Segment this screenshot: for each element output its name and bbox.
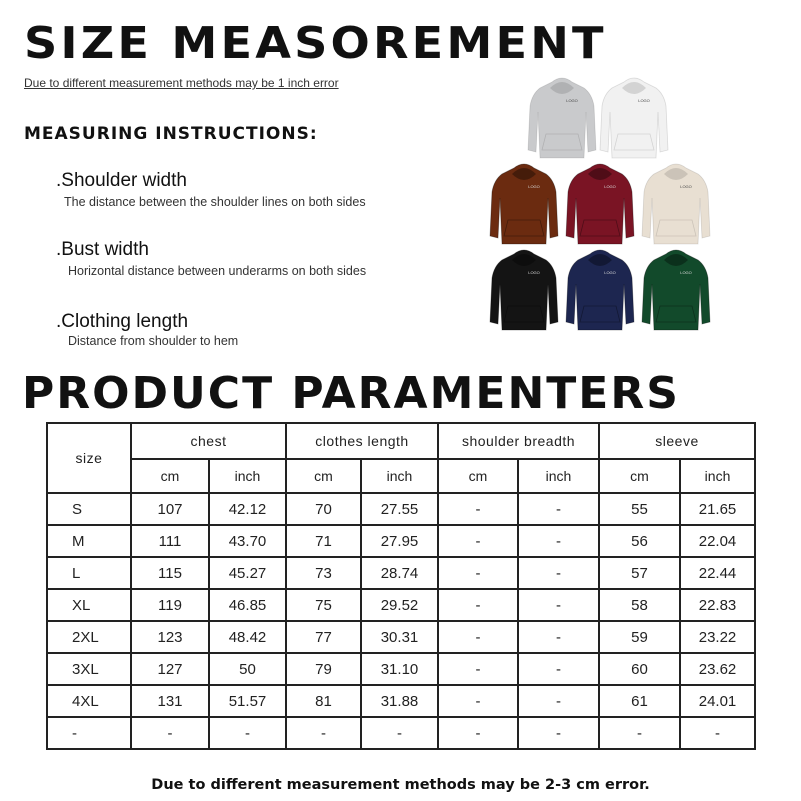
- hoodie-burgundy-image: [564, 158, 636, 246]
- chest-cm-cell: -: [131, 717, 209, 749]
- length-cm-cell: 70: [286, 493, 361, 525]
- length-cm-cell: 71: [286, 525, 361, 557]
- shoulder-inch-cell: -: [518, 493, 599, 525]
- sleeve-cm-cell: 60: [599, 653, 680, 685]
- shoulder-cm-cell: -: [438, 589, 518, 621]
- shoulder-cm-cell: -: [438, 525, 518, 557]
- sleeve-inch-cell: 22.83: [680, 589, 755, 621]
- unit-inch-header: inch: [209, 459, 286, 493]
- hoodie-navy-image: [564, 244, 636, 332]
- chest-cm-cell: 131: [131, 685, 209, 717]
- chest-inch-cell: 42.12: [209, 493, 286, 525]
- shoulder-cm-cell: -: [438, 717, 518, 749]
- shoulder-cm-cell: -: [438, 557, 518, 589]
- product-parameters-heading: PRODUCT PARAMENTERS: [22, 368, 680, 419]
- clothing-length-desc: Distance from shoulder to hem: [68, 334, 239, 348]
- table-row: [47, 621, 755, 653]
- unit-cm-header: cm: [599, 459, 680, 493]
- clothing-length-label: .Clothing length: [56, 311, 189, 332]
- chest-cm-cell: 111: [131, 525, 209, 557]
- table-row: [47, 717, 755, 749]
- shoulder-inch-cell: -: [518, 685, 599, 717]
- clothes-length-header: clothes length: [286, 423, 438, 459]
- unit-cm-header: cm: [438, 459, 518, 493]
- hoodie-white-image: [598, 72, 670, 160]
- unit-inch-header: inch: [680, 459, 755, 493]
- table-row: [47, 653, 755, 685]
- chest-inch-cell: 45.27: [209, 557, 286, 589]
- length-cm-cell: 81: [286, 685, 361, 717]
- chest-inch-cell: 50: [209, 653, 286, 685]
- svg-text:LOGO: LOGO: [528, 270, 540, 275]
- hoodie-black-image: [488, 244, 560, 332]
- table-row: [47, 493, 755, 525]
- length-inch-cell: 27.95: [361, 525, 438, 557]
- shoulder-inch-cell: -: [518, 525, 599, 557]
- table-row: [47, 525, 755, 557]
- hoodie-brown-image: [488, 158, 560, 246]
- svg-text:LOGO: LOGO: [680, 270, 692, 275]
- measurement-error-note: Due to different measurement methods may be 1 inch error: [24, 76, 339, 90]
- instructions-heading: MEASURING INSTRUCTIONS:: [24, 124, 318, 144]
- chest-cm-cell: 123: [131, 621, 209, 653]
- sleeve-inch-cell: -: [680, 717, 755, 749]
- chest-inch-cell: 48.42: [209, 621, 286, 653]
- svg-text:LOGO: LOGO: [566, 98, 578, 103]
- shoulder-cm-cell: -: [438, 685, 518, 717]
- length-inch-cell: 31.10: [361, 653, 438, 685]
- chest-cm-cell: 115: [131, 557, 209, 589]
- shoulder-cm-cell: -: [438, 653, 518, 685]
- hoodie-light-gray-image: [526, 72, 598, 160]
- size-cell: 4XL: [47, 685, 131, 717]
- sleeve-cm-cell: -: [599, 717, 680, 749]
- size-cell: -: [47, 717, 131, 749]
- svg-text:LOGO: LOGO: [528, 184, 540, 189]
- shoulder-inch-cell: -: [518, 589, 599, 621]
- length-inch-cell: 30.31: [361, 621, 438, 653]
- hoodie-dark-green-image: [640, 244, 712, 332]
- shoulder-width-desc: The distance between the shoulder lines on both sides: [64, 195, 366, 209]
- shoulder-cm-cell: -: [438, 621, 518, 653]
- length-inch-cell: 27.55: [361, 493, 438, 525]
- chest-cm-cell: 107: [131, 493, 209, 525]
- length-inch-cell: -: [361, 717, 438, 749]
- shoulder-inch-cell: -: [518, 653, 599, 685]
- sleeve-header: sleeve: [599, 423, 755, 459]
- size-header: size: [47, 423, 131, 493]
- unit-inch-header: inch: [361, 459, 438, 493]
- shoulder-cm-cell: -: [438, 493, 518, 525]
- sleeve-inch-cell: 24.01: [680, 685, 755, 717]
- svg-text:LOGO: LOGO: [638, 98, 650, 103]
- unit-cm-header: cm: [131, 459, 209, 493]
- table-row: [47, 557, 755, 589]
- hoodie-color-gallery: [486, 72, 722, 334]
- sleeve-inch-cell: 21.65: [680, 493, 755, 525]
- size-cell: S: [47, 493, 131, 525]
- chest-inch-cell: 43.70: [209, 525, 286, 557]
- length-cm-cell: 77: [286, 621, 361, 653]
- size-cell: XL: [47, 589, 131, 621]
- size-cell: 3XL: [47, 653, 131, 685]
- sleeve-cm-cell: 57: [599, 557, 680, 589]
- size-chart-body: [47, 493, 755, 749]
- bust-width-label: .Bust width: [56, 239, 149, 260]
- size-cell: L: [47, 557, 131, 589]
- chest-inch-cell: -: [209, 717, 286, 749]
- sleeve-cm-cell: 61: [599, 685, 680, 717]
- table-row: [47, 589, 755, 621]
- size-cell: 2XL: [47, 621, 131, 653]
- sleeve-cm-cell: 59: [599, 621, 680, 653]
- svg-text:LOGO: LOGO: [680, 184, 692, 189]
- footer-error-note: Due to different measurement methods may be 2-3 cm error.: [151, 777, 650, 793]
- svg-text:LOGO: LOGO: [604, 270, 616, 275]
- length-inch-cell: 29.52: [361, 589, 438, 621]
- shoulder-inch-cell: -: [518, 717, 599, 749]
- sleeve-inch-cell: 23.62: [680, 653, 755, 685]
- shoulder-inch-cell: -: [518, 621, 599, 653]
- length-inch-cell: 31.88: [361, 685, 438, 717]
- bust-width-desc: Horizontal distance between underarms on both sides: [68, 264, 367, 278]
- hoodie-cream-image: [640, 158, 712, 246]
- length-cm-cell: -: [286, 717, 361, 749]
- chest-inch-cell: 51.57: [209, 685, 286, 717]
- sleeve-inch-cell: 23.22: [680, 621, 755, 653]
- size-chart-table: [46, 422, 756, 750]
- shoulder-width-label: .Shoulder width: [56, 170, 187, 191]
- unit-cm-header: cm: [286, 459, 361, 493]
- chest-header: chest: [131, 423, 286, 459]
- sleeve-cm-cell: 56: [599, 525, 680, 557]
- sleeve-cm-cell: 58: [599, 589, 680, 621]
- sleeve-inch-cell: 22.44: [680, 557, 755, 589]
- table-row: [47, 685, 755, 717]
- length-inch-cell: 28.74: [361, 557, 438, 589]
- chest-inch-cell: 46.85: [209, 589, 286, 621]
- chest-cm-cell: 127: [131, 653, 209, 685]
- page-title: SIZE MEASOREMENT: [24, 18, 607, 69]
- length-cm-cell: 73: [286, 557, 361, 589]
- svg-text:LOGO: LOGO: [604, 184, 616, 189]
- shoulder-breadth-header: shoulder breadth: [438, 423, 599, 459]
- unit-inch-header: inch: [518, 459, 599, 493]
- sleeve-inch-cell: 22.04: [680, 525, 755, 557]
- sleeve-cm-cell: 55: [599, 493, 680, 525]
- length-cm-cell: 75: [286, 589, 361, 621]
- length-cm-cell: 79: [286, 653, 361, 685]
- chest-cm-cell: 119: [131, 589, 209, 621]
- shoulder-inch-cell: -: [518, 557, 599, 589]
- size-cell: M: [47, 525, 131, 557]
